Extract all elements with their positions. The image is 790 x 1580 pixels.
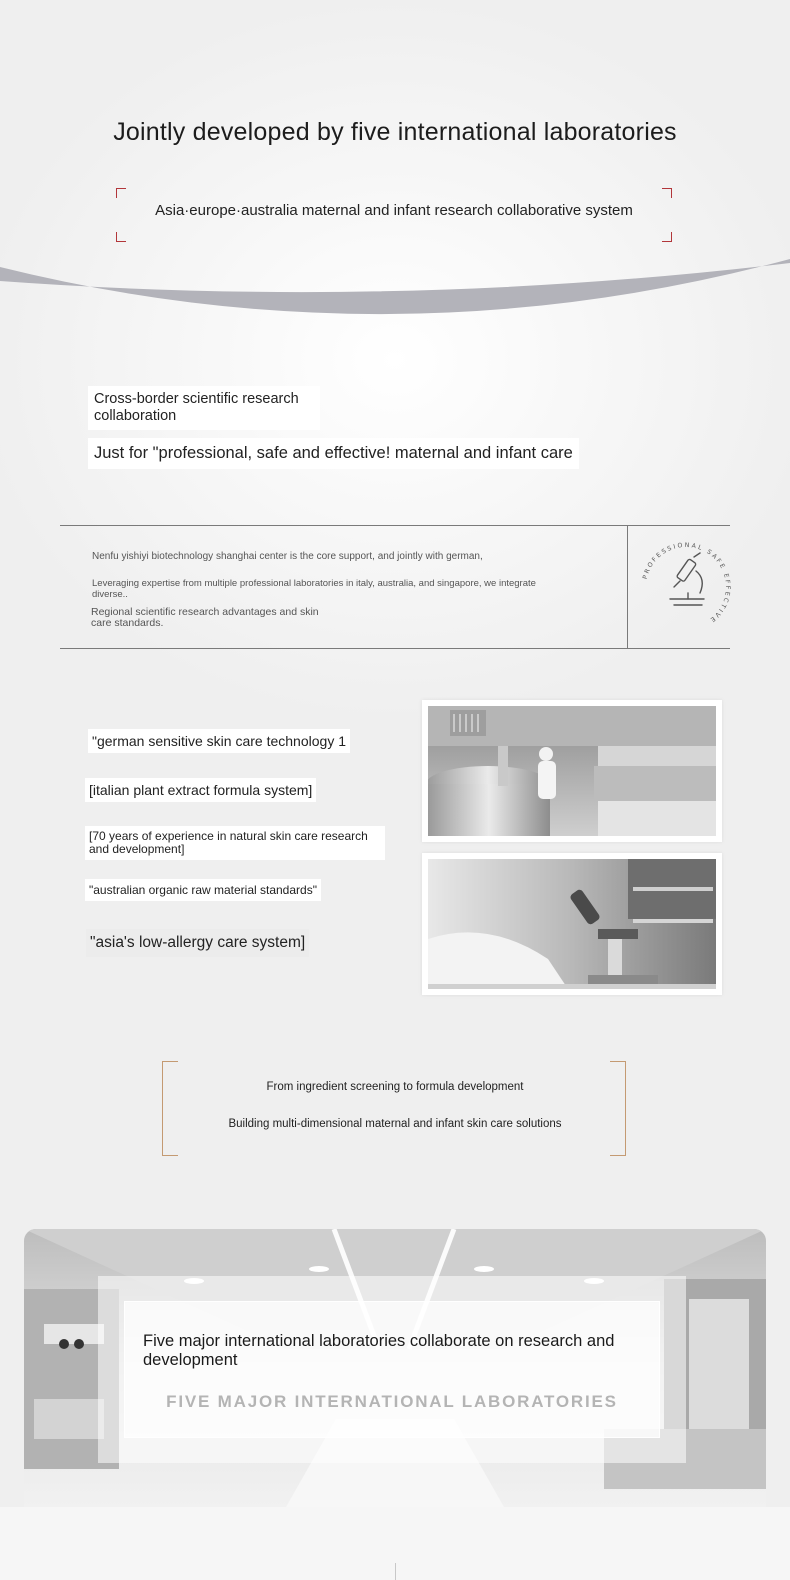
feature-experience: [70 years of experience in natural skin care research and development] xyxy=(85,826,385,860)
lab-photo-microscope xyxy=(422,853,722,995)
info-paragraph-2: Leveraging expertise from multiple professional laboratories in italy, australia, and singapore, we integrate diverse.. xyxy=(92,578,536,600)
cross-border-label: Cross-border scientific research collaboration xyxy=(88,386,320,430)
svg-text:PROFESSIONAL SAFE EFFECTIVE xyxy=(642,542,731,624)
microscope-icon xyxy=(670,553,704,605)
corner-accent xyxy=(662,232,672,242)
cross-border-tagline: Just for "professional, safe and effective! maternal and infant care xyxy=(88,438,579,469)
feature-italian: [italian plant extract formula system] xyxy=(85,778,316,802)
info-paragraph-3: Regional scientific research advantages and skin care standards. xyxy=(91,606,319,629)
info-panel-bottom-rule xyxy=(60,648,730,649)
professional-safe-effective-badge xyxy=(636,537,736,637)
feature-australian: "australian organic raw material standards" xyxy=(85,879,321,901)
bracket-right xyxy=(610,1061,626,1156)
corner-accent xyxy=(662,188,672,198)
corner-accent xyxy=(116,188,126,198)
statement-line-2: Building multi-dimensional maternal and infant skin care solutions xyxy=(228,1118,562,1130)
banner-title: Five major international laboratories collaborate on research and development xyxy=(143,1332,615,1369)
badge-text: PROFESSIONAL SAFE EFFECTIVE xyxy=(641,541,732,625)
bottom-divider xyxy=(395,1563,396,1580)
statement-line-1: From ingredient screening to formula development xyxy=(266,1081,524,1093)
banner-subtitle: FIVE MAJOR INTERNATIONAL LABORATORIES xyxy=(166,1392,618,1411)
info-paragraph-1: Nenfu yishiyi biotechnology shanghai center is the core support, and jointly with german, xyxy=(92,551,483,562)
info-panel-divider xyxy=(627,525,628,649)
corner-accent xyxy=(116,232,126,242)
bracket-left xyxy=(162,1061,178,1156)
page-title: Jointly developed by five international laboratories xyxy=(113,118,677,146)
lab-photo-reactor xyxy=(422,700,722,842)
feature-asia: "asia's low-allergy care system] xyxy=(86,929,309,957)
info-panel-top-rule xyxy=(60,525,730,526)
decorative-swoosh xyxy=(0,255,790,335)
page-subtitle: Asia·europe·australia maternal and infant research collaborative system xyxy=(155,202,633,219)
subtitle-frame xyxy=(116,188,672,242)
feature-german: "german sensitive skin care technology 1 xyxy=(88,729,350,753)
